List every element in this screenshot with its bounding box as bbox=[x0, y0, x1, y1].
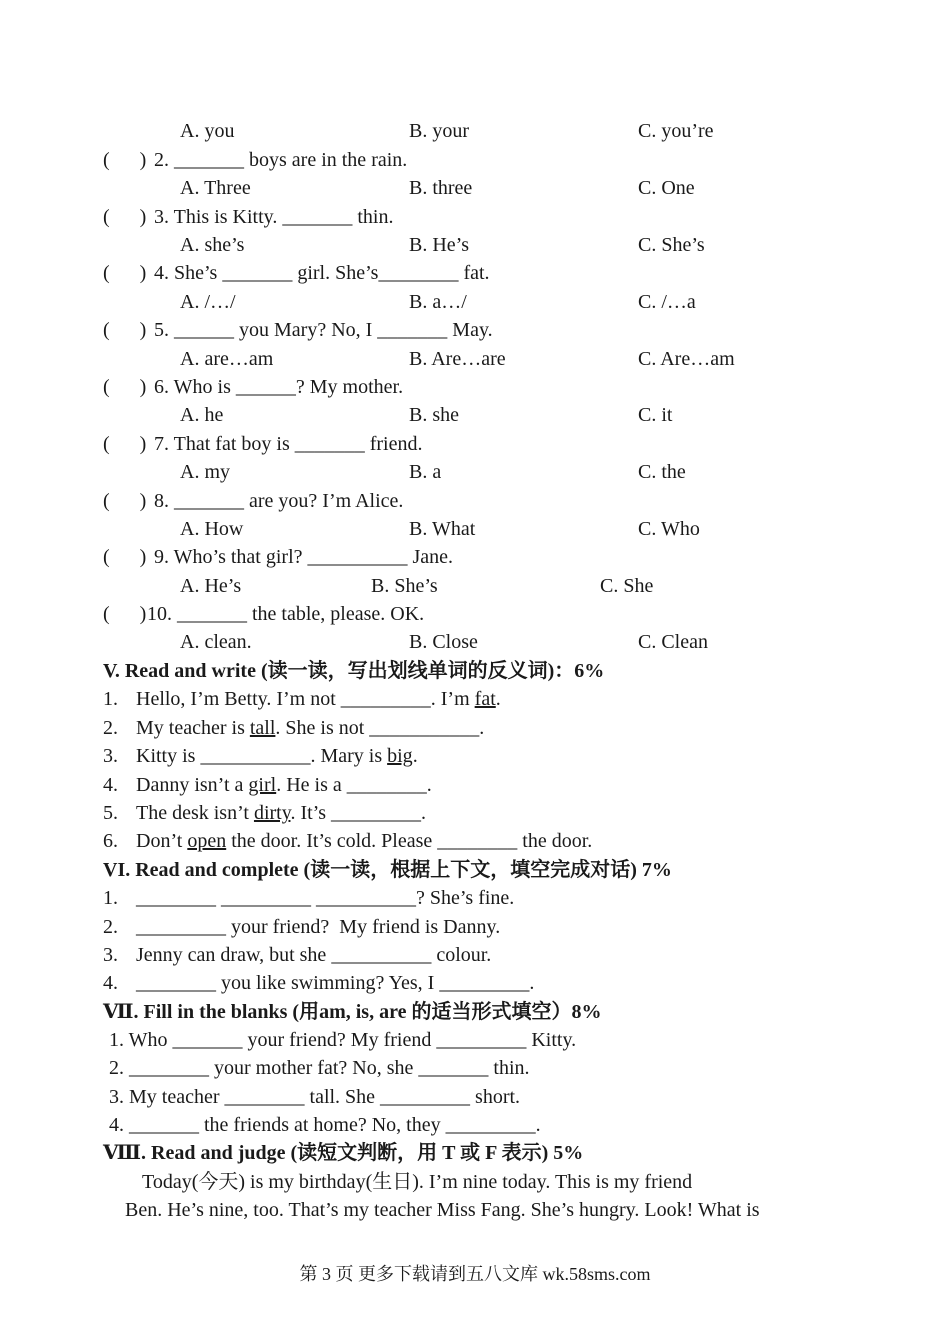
sentence: 2. ________ your mother fat? No, she _______ thin. bbox=[109, 1057, 530, 1079]
option-a: A. Three bbox=[180, 177, 251, 199]
sentence bbox=[136, 685, 501, 713]
option-b: B. He’s bbox=[409, 234, 469, 256]
question-text: 8. _______ are you? I’m Alice. bbox=[154, 490, 404, 512]
option-a: A. He’s bbox=[180, 575, 242, 597]
sentence: _________ your friend? My friend is Danny. bbox=[136, 916, 501, 938]
section-heading: V. Read and write (读一读，写出划线单词的反义词)：6% bbox=[103, 660, 605, 682]
option-a: A. my bbox=[180, 461, 230, 483]
question-text: 9. Who’s that girl? __________ Jane. bbox=[154, 546, 454, 568]
option-b: B. she bbox=[409, 404, 459, 426]
sentence: Jenny can draw, but she __________ colour. bbox=[136, 944, 492, 966]
sentence: ________ you like swimming? Yes, I _________. bbox=[136, 972, 535, 994]
item-number: 1. bbox=[103, 688, 118, 710]
option-b: B. three bbox=[409, 177, 473, 199]
answer-paren[interactable]: ( ) bbox=[103, 319, 147, 341]
option-b: B. She’s bbox=[371, 575, 438, 597]
sentence-text: the door. It’s cold. Please ________ the door. bbox=[226, 830, 593, 852]
sentence bbox=[136, 742, 418, 770]
answer-paren[interactable]: ( ) bbox=[103, 603, 147, 625]
underlined-word: girl bbox=[248, 774, 277, 796]
sentence-text: . bbox=[412, 745, 418, 767]
option-c: C. /…a bbox=[638, 291, 696, 313]
option-c: C. She bbox=[600, 575, 654, 597]
page-footer: 第 3 页 更多下载请到五八文库 wk.58sms.com bbox=[299, 1264, 651, 1284]
option-b: B. Are…are bbox=[409, 348, 506, 370]
item-number: 1. bbox=[103, 887, 118, 909]
item-number: 3. bbox=[103, 944, 118, 966]
option-a: A. she’s bbox=[180, 234, 245, 256]
answer-paren[interactable]: ( ) bbox=[103, 433, 147, 455]
option-a: A. are…am bbox=[180, 348, 274, 370]
item-number: 5. bbox=[103, 802, 118, 824]
section-heading: Ⅶ. Fill in the blanks (用am, is, are 的适当形式填空）8% bbox=[103, 1001, 602, 1023]
question-text: 10. _______ the table, please. OK. bbox=[147, 603, 425, 625]
sentence: ________ _________ __________? She’s fine. bbox=[136, 887, 515, 909]
q1-option-b: B. your bbox=[409, 120, 469, 142]
option-c: C. Who bbox=[638, 518, 700, 540]
sentence-text: . It’s _________. bbox=[290, 802, 426, 824]
sentence-text: The desk isn’t bbox=[136, 802, 254, 824]
q1-option-c: C. you’re bbox=[638, 120, 714, 142]
sentence bbox=[136, 714, 484, 742]
option-a: A. he bbox=[180, 404, 224, 426]
question-text: 3. This is Kitty. _______ thin. bbox=[154, 206, 394, 228]
question-text: 6. Who is ______? My mother. bbox=[154, 376, 404, 398]
section-heading: VI. Read and complete (读一读，根据上下文，填空完成对话) 7% bbox=[103, 859, 672, 881]
item-number: 2. bbox=[103, 916, 118, 938]
option-b: B. a bbox=[409, 461, 442, 483]
option-c: C. Clean bbox=[638, 631, 708, 653]
item-number: 4. bbox=[103, 774, 118, 796]
answer-paren[interactable]: ( ) bbox=[103, 262, 147, 284]
option-a: A. clean. bbox=[180, 631, 252, 653]
passage-line: Ben. He’s nine, too. That’s my teacher Miss Fang. She’s hungry. Look! What is bbox=[125, 1199, 760, 1221]
sentence: 4. _______ the friends at home? No, they _________. bbox=[109, 1114, 541, 1136]
sentence-text: My teacher is bbox=[136, 717, 250, 739]
item-number: 6. bbox=[103, 830, 118, 852]
sentence-text: Kitty is ___________. Mary is bbox=[136, 745, 388, 767]
option-b: B. Close bbox=[409, 631, 478, 653]
option-a: A. /…/ bbox=[180, 291, 236, 313]
option-b: B. a…/ bbox=[409, 291, 467, 313]
sentence-text: Don’t bbox=[136, 830, 188, 852]
answer-paren[interactable]: ( ) bbox=[103, 490, 147, 512]
q1-option-a: A. you bbox=[180, 120, 235, 142]
answer-paren[interactable]: ( ) bbox=[103, 206, 147, 228]
option-b: B. What bbox=[409, 518, 476, 540]
answer-paren[interactable]: ( ) bbox=[103, 546, 147, 568]
passage-line: Today(今天) is my birthday(生日). I’m nine today. This is my friend bbox=[142, 1171, 693, 1193]
option-a: A. How bbox=[180, 518, 244, 540]
answer-paren[interactable]: ( ) bbox=[103, 149, 147, 171]
answer-paren[interactable]: ( ) bbox=[103, 376, 147, 398]
question-text: 5. ______ you Mary? No, I _______ May. bbox=[154, 319, 493, 341]
option-c: C. She’s bbox=[638, 234, 705, 256]
sentence-text: . She is not ___________. bbox=[275, 717, 485, 739]
item-number: 4. bbox=[103, 972, 118, 994]
item-number: 3. bbox=[103, 745, 118, 767]
question-text: 4. She’s _______ girl. She’s________ fat. bbox=[154, 262, 490, 284]
underlined-word: dirty bbox=[253, 802, 291, 824]
underlined-word: big bbox=[387, 745, 413, 767]
item-number: 2. bbox=[103, 717, 118, 739]
underlined-word: open bbox=[187, 830, 227, 852]
underlined-word: tall bbox=[249, 717, 276, 739]
sentence-text: Hello, I’m Betty. I’m not _________. I’m bbox=[136, 688, 475, 710]
option-c: C. One bbox=[638, 177, 695, 199]
question-text: 2. _______ boys are in the rain. bbox=[154, 149, 408, 171]
underlined-word: fat bbox=[474, 688, 496, 710]
section-heading: Ⅷ. Read and judge (读短文判断，用 T 或 F 表示) 5% bbox=[103, 1142, 584, 1164]
option-c: C. it bbox=[638, 404, 673, 426]
sentence: 1. Who _______ your friend? My friend _________ Kitty. bbox=[109, 1029, 577, 1051]
sentence-text: . He is a ________. bbox=[276, 774, 432, 796]
option-c: C. the bbox=[638, 461, 686, 483]
question-text: 7. That fat boy is _______ friend. bbox=[154, 433, 423, 455]
sentence bbox=[136, 771, 432, 799]
option-c: C. Are…am bbox=[638, 348, 735, 370]
sentence-text: Danny isn’t a bbox=[136, 774, 249, 796]
sentence bbox=[136, 827, 592, 855]
sentence bbox=[136, 799, 426, 827]
sentence: 3. My teacher ________ tall. She _________ short. bbox=[109, 1086, 521, 1108]
sentence-text: . bbox=[495, 688, 501, 710]
